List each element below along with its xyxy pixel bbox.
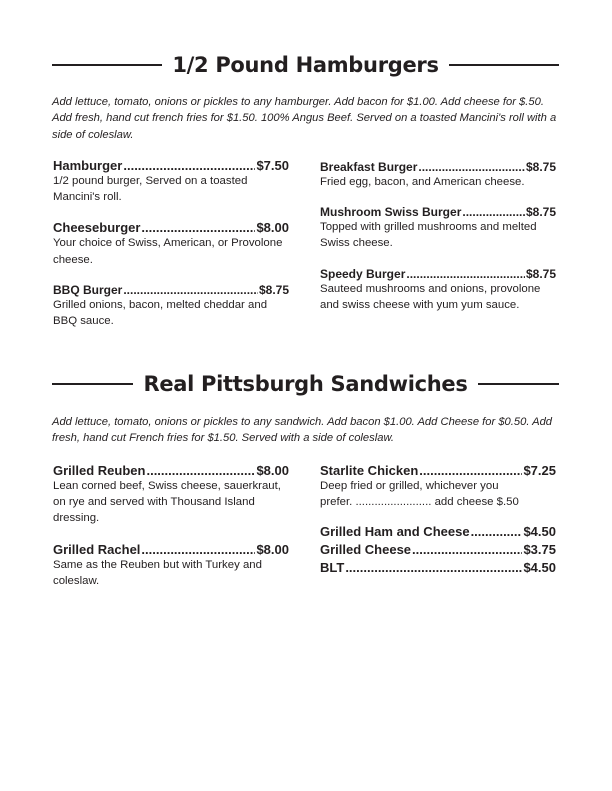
item-name: Cheeseburger [53,220,141,236]
sandwiches-title: Real Pittsburgh Sandwiches [143,372,468,396]
menu-item-title [53,158,289,173]
menu-item-breakfast-burger [320,160,556,190]
item-name: Grilled Rachel [53,541,141,557]
item-name: Breakfast Burger [320,160,418,174]
item-description: Lean corned beef, Swiss cheese, sauerkraut, on rye and served with Thousand Island dressing. [53,480,281,525]
hamburgers-right-column [320,160,556,313]
dot-leader [418,160,525,174]
sandwiches-left-column [53,463,289,589]
item-price: $8.00 [256,541,289,557]
dot-leader [123,158,255,173]
sandwiches-right-column [320,463,556,575]
item-name: Hamburger [53,158,123,173]
item-price: $7.25 [523,463,556,478]
item-price: $8.75 [258,282,289,297]
dot-leader [412,542,522,557]
dot-leader [146,463,255,478]
item-description: Topped with grilled mushrooms and melted Swiss cheese. [320,221,537,250]
hamburgers-intro: Add lettuce, tomato, onions or pickles to any hamburger. Add bacon for $1.00. Add cheese for $.50. Add fresh, hand cut french fries for $1.50. 100% Angus Beef. Served on a toasted Mancini's roll with a side of coleslaw. [52,96,557,141]
item-price: $4.50 [523,524,556,540]
menu-item-grilled-reuben [53,463,289,527]
menu-item-title [320,542,556,557]
item-description-line: Deep fried or grilled, whichever you [320,480,499,492]
menu-item-title [320,463,556,478]
item-name: BBQ Burger [53,282,123,297]
menu-item-title [53,220,289,235]
dot-leader [123,283,258,297]
heading-rule-left [52,64,162,66]
dot-leader [345,560,522,575]
heading-rule-right [478,383,559,385]
item-name: BLT [320,560,345,576]
item-name: Grilled Reuben [53,463,146,478]
dot-leader [462,205,525,219]
menu-item-title [320,205,556,219]
item-name: Speedy Burger [320,266,406,281]
item-price: $8.75 [525,266,556,281]
menu-item-grilled-cheese [320,542,556,557]
item-price: $4.50 [523,560,556,576]
menu-item-speedy-burger [320,267,556,313]
item-price: $8.75 [525,205,556,220]
item-name: Grilled Ham and Cheese [320,524,470,540]
item-name: Starlite Chicken [320,463,419,478]
dot-leader [141,542,255,557]
dot-leader [141,220,255,235]
item-name: Mushroom Swiss Burger [320,205,462,220]
dot-leader [419,463,522,478]
item-description: Same as the Reuben but with Turkey and coleslaw. [53,558,262,587]
hamburgers-left-column [53,158,289,329]
menu-item-title [53,463,289,478]
menu-item-title [320,560,556,575]
heading-rule-right [449,64,559,66]
sandwiches-heading [52,372,559,396]
dot-leader [471,524,523,539]
menu-item-title [320,160,556,174]
hamburgers-heading [52,53,559,77]
item-description: Grilled onions, bacon, melted cheddar and BBQ sauce. [53,298,268,328]
sandwiches-intro: Add lettuce, tomato, onions or pickles to any sandwich. Add bacon $1.00. Add Cheese for $0.50. Add fresh, hand cut French fries for $1.50. Served with a side of coleslaw. [52,416,553,445]
item-price: $8.00 [256,463,289,478]
item-description: 1/2 pound burger, Served on a toasted Mancini's roll. [53,175,248,204]
menu-item-blt [320,560,556,575]
item-description-line: prefer. ........................ add cheese $.50 [320,496,519,509]
hamburgers-title: 1/2 Pound Hamburgers [172,53,439,77]
menu-item-cheeseburger [53,220,289,267]
menu-item-mushroom-swiss-burger [320,205,556,251]
menu-item-title [320,524,556,539]
item-price: $8.75 [525,160,556,174]
item-name: Grilled Cheese [320,542,412,558]
menu-item-title [53,283,289,297]
heading-rule-left [52,383,133,385]
item-price: $8.00 [256,220,289,236]
menu-item-grilled-rachel [53,542,289,589]
menu-item-title [320,267,556,281]
item-price: $7.50 [256,158,289,173]
menu-item-hamburger [53,158,289,205]
menu-item-grilled-ham-and-cheese [320,524,556,539]
dot-leader [406,267,525,281]
menu-item-bbq-burger [53,283,289,329]
menu-item-starlite-chicken [320,463,556,510]
item-description: Sauteed mushrooms and onions, provolone and swiss cheese with yum yum sauce. [320,282,541,311]
menu-item-title [53,542,289,557]
item-description: Fried egg, bacon, and American cheese. [320,176,525,188]
item-description: Your choice of Swiss, American, or Provolone cheese. [53,237,283,266]
item-price: $3.75 [523,542,556,558]
